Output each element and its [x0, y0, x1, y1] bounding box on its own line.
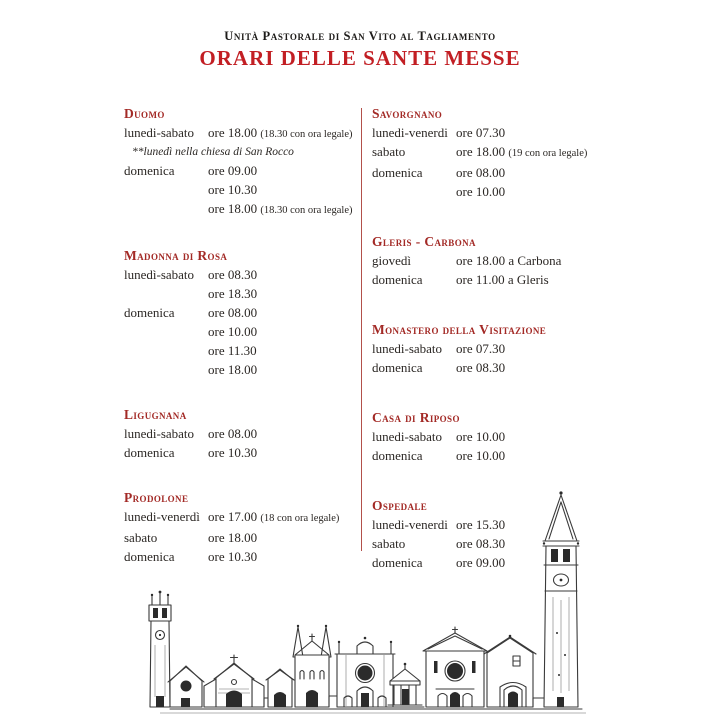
- section-title: Duomo: [124, 106, 165, 121]
- time-cell: [456, 427, 505, 446]
- time-value: ore 09.00: [456, 555, 506, 570]
- schedule-row: [124, 180, 356, 199]
- time-cell: [208, 180, 257, 199]
- schedule-row: [124, 360, 356, 379]
- day-label: [124, 180, 208, 199]
- time-value: ore 11.30: [208, 343, 257, 358]
- section-title: Casa di Riposo: [372, 410, 460, 425]
- time-value: ore 15.30: [456, 517, 506, 532]
- schedule-row: [372, 182, 616, 201]
- day-label: domenica: [124, 163, 175, 178]
- schedule-row: [124, 199, 356, 220]
- schedule-row: [372, 446, 616, 465]
- day-label: domenica: [372, 165, 423, 180]
- section-title: Monastero della Visitazione: [372, 322, 547, 337]
- schedule-row: [372, 427, 616, 446]
- section-title: Madonna di Rosa: [124, 248, 228, 263]
- day-label: lunedi-venerdì: [124, 509, 200, 524]
- time-cell: [456, 182, 505, 201]
- day-label: giovedì: [372, 253, 411, 268]
- schedule-row: [124, 424, 356, 443]
- time-value: ore 10.30: [208, 549, 258, 564]
- time-value: ore 09.00: [208, 163, 258, 178]
- day-label: lunedi-sabato: [124, 125, 195, 140]
- schedule-row: [372, 142, 616, 163]
- schedule-section-gleris-carbona: [372, 232, 616, 289]
- schedule-row: [372, 123, 616, 142]
- pastoral-unit-subtitle: Unità Pastorale di San Vito al Tagliamento: [224, 29, 496, 43]
- time-cell: [208, 360, 257, 379]
- time-value: ore 18.00: [456, 144, 506, 159]
- schedule-row: [372, 163, 616, 182]
- time-cell: [456, 339, 505, 358]
- schedule-section-madonna-di-rosa: [124, 246, 356, 379]
- time-note: (18 con ora legale): [260, 513, 340, 524]
- section-title: Savorgnano: [372, 106, 443, 121]
- day-label: domenica: [372, 448, 423, 463]
- schedule-row: [124, 341, 356, 360]
- day-label: domenica: [124, 305, 175, 320]
- time-cell: [208, 161, 257, 180]
- time-cell: [208, 424, 257, 443]
- time-value: ore 11.00 a Gleris: [456, 272, 549, 287]
- day-label: domenica: [372, 360, 423, 375]
- time-cell: [208, 284, 257, 303]
- time-cell: [208, 303, 257, 322]
- day-label: domenica: [372, 272, 423, 287]
- day-label: sabato: [372, 144, 406, 159]
- schedule-row: [124, 443, 356, 462]
- time-value: ore 18.00: [208, 201, 258, 216]
- time-value: ore 10.00: [456, 184, 506, 199]
- page-header: [0, 29, 720, 70]
- time-value: ore 07.30: [456, 341, 506, 356]
- schedule-section-casa-di-riposo: [372, 408, 616, 465]
- day-label: sabato: [124, 530, 158, 545]
- section-title: Prodolone: [124, 490, 189, 505]
- time-value: ore 18.00: [208, 530, 258, 545]
- day-label: domenica: [372, 555, 423, 570]
- day-label: sabato: [372, 536, 406, 551]
- schedule-row: [124, 161, 356, 180]
- time-cell: [456, 446, 505, 465]
- time-note: (18.30 con ora legale): [260, 129, 353, 140]
- time-value: ore 08.00: [456, 165, 506, 180]
- time-cell: [456, 142, 587, 163]
- schedule-section-savorgnano: [372, 104, 616, 201]
- day-label: lunedì-sabato: [124, 267, 195, 282]
- day-label: lunedi-venerdi: [372, 125, 448, 140]
- time-cell: [456, 270, 549, 289]
- time-note: (18.30 con ora legale): [260, 205, 353, 216]
- time-cell: [456, 163, 505, 182]
- schedule-row: [372, 339, 616, 358]
- time-value: ore 10.30: [208, 182, 258, 197]
- time-value: ore 18.00: [208, 125, 258, 140]
- time-cell: [456, 123, 505, 142]
- time-note: (19 con ora legale): [508, 148, 588, 159]
- day-label: lunedi-sabato: [372, 341, 443, 356]
- schedule-section-duomo: [124, 104, 356, 220]
- schedule-row: [124, 303, 356, 322]
- schedule-row: [372, 358, 616, 377]
- church-skyline-svg: [130, 483, 590, 715]
- section-title: Gleris - Carbona: [372, 234, 476, 249]
- schedule-row: [124, 123, 356, 144]
- section-title: Ospedale: [372, 498, 428, 513]
- day-label: lunedi-venerdi: [372, 517, 448, 532]
- day-label: [124, 360, 208, 379]
- day-label: [124, 322, 208, 341]
- schedule-row: [124, 322, 356, 341]
- time-value: ore 10.00: [456, 429, 506, 444]
- church-skyline-illustration: [130, 483, 590, 715]
- time-value: ore 08.00: [208, 305, 258, 320]
- day-label: [372, 182, 456, 201]
- schedule-section-ligugnana: [124, 405, 356, 462]
- schedule-row: [124, 265, 356, 284]
- time-value: ore 17.00: [208, 509, 258, 524]
- section-title: Ligugnana: [124, 407, 187, 422]
- time-value: ore 08.30: [456, 536, 506, 551]
- time-value: ore 08.30: [456, 360, 506, 375]
- time-value: ore 07.30: [456, 125, 506, 140]
- day-label: [124, 284, 208, 303]
- day-label: lunedi-sabato: [372, 429, 443, 444]
- page-title: ORARI DELLE SANTE MESSE: [199, 46, 521, 70]
- day-label: domenica: [124, 445, 175, 460]
- time-value: ore 18.30: [208, 286, 258, 301]
- time-value: ore 10.00: [208, 324, 258, 339]
- day-label: domenica: [124, 549, 175, 564]
- time-cell: [456, 358, 505, 377]
- time-value: ore 18.00 a Carbona: [456, 253, 562, 268]
- time-cell: [208, 199, 353, 220]
- day-label: [124, 199, 208, 220]
- time-value: ore 10.00: [456, 448, 506, 463]
- schedule-section-monastero-della-visitazione: [372, 320, 616, 377]
- time-cell: [208, 341, 257, 360]
- section-footnote: **lunedì nella chiesa di San Rocco: [132, 146, 294, 158]
- time-cell: [208, 322, 257, 341]
- time-cell: [208, 123, 353, 144]
- day-label: [124, 341, 208, 360]
- time-cell: [456, 251, 561, 270]
- time-value: ore 08.30: [208, 267, 258, 282]
- time-value: ore 18.00: [208, 362, 258, 377]
- time-cell: [208, 265, 257, 284]
- time-cell: [208, 443, 257, 462]
- schedule-row: [372, 270, 616, 289]
- time-value: ore 08.00: [208, 426, 258, 441]
- schedule-row: [372, 251, 616, 270]
- time-value: ore 10.30: [208, 445, 258, 460]
- day-label: lunedi-sabato: [124, 426, 195, 441]
- schedule-row: [124, 284, 356, 303]
